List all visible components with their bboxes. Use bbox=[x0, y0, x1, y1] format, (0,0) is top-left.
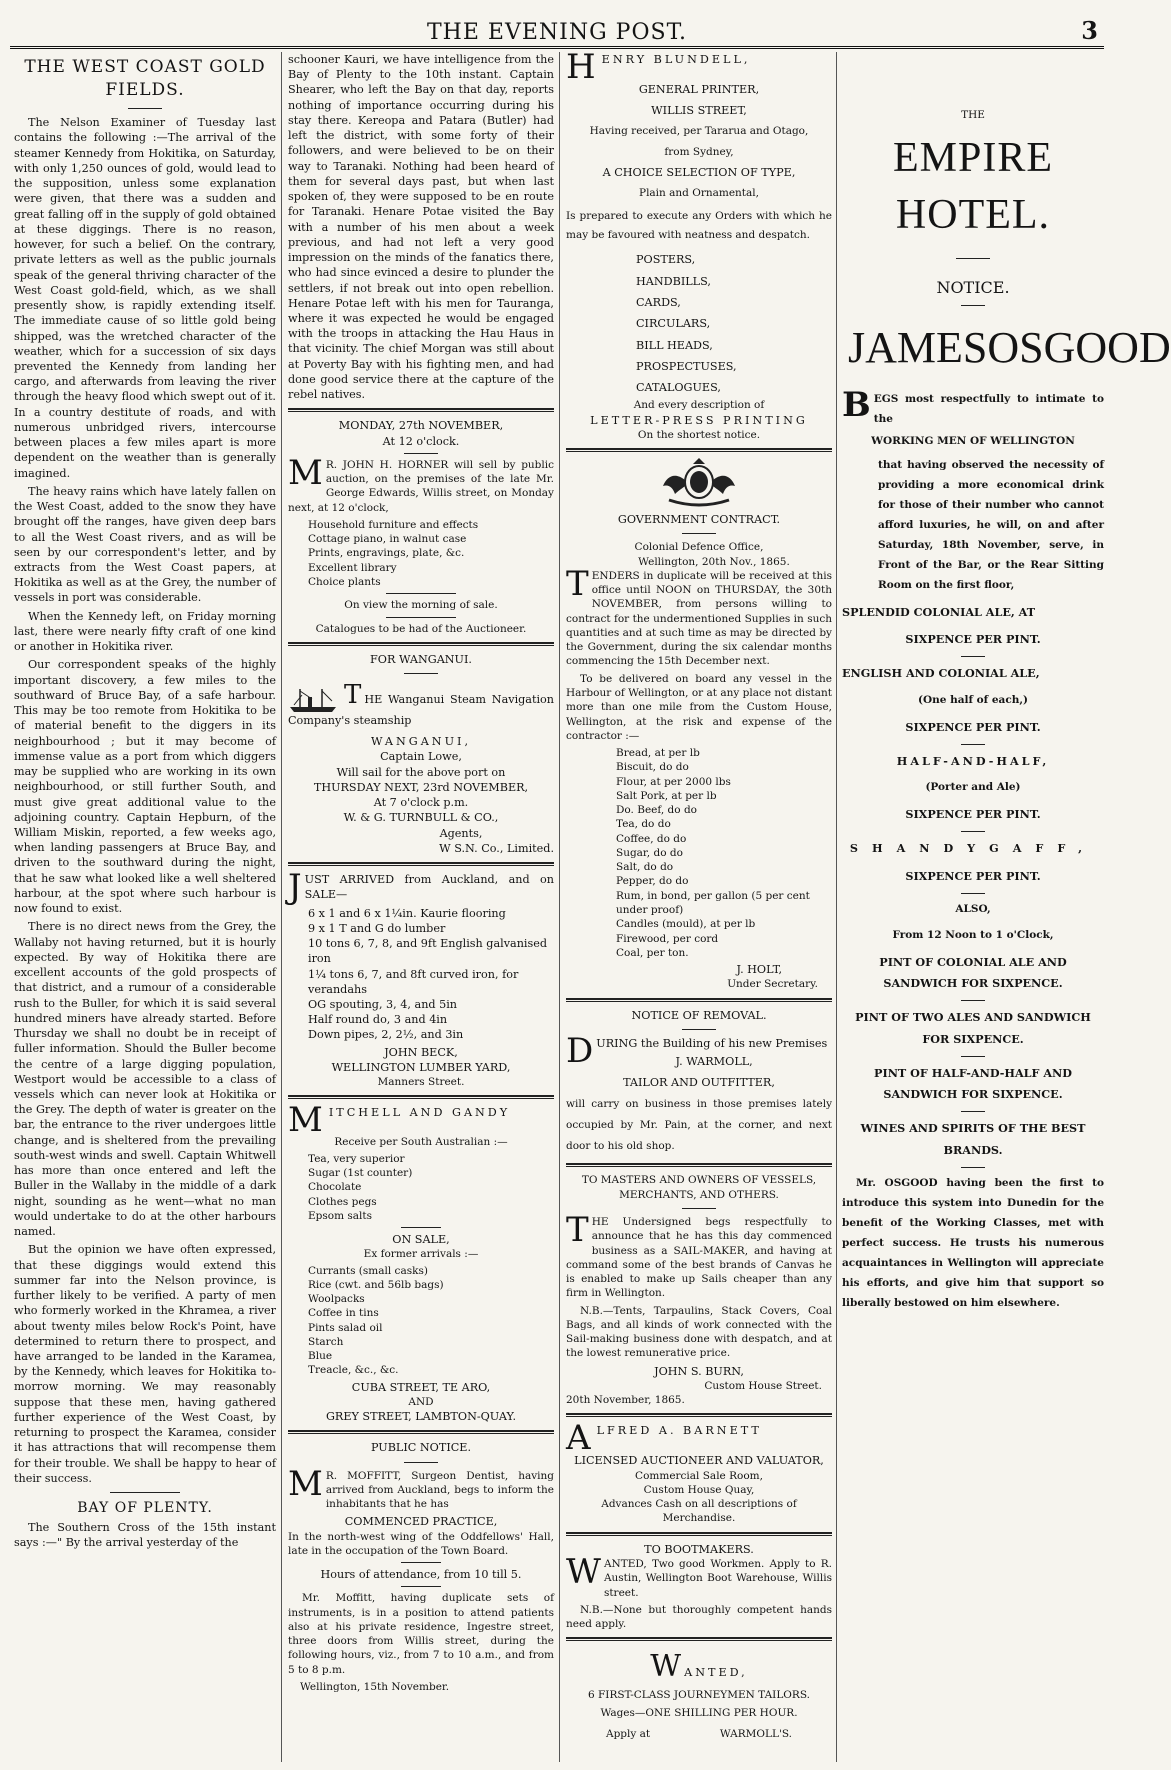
drop-cap: W bbox=[650, 1649, 685, 1685]
menu-item: From 12 Noon to 1 o'Clock, bbox=[892, 928, 1054, 941]
divider bbox=[566, 998, 832, 1002]
blundell-role: GENERAL PRINTER, bbox=[638, 83, 760, 96]
rule bbox=[110, 1492, 180, 1493]
barnett-heading: LFRED A. BARNETT bbox=[596, 1424, 762, 1438]
column-1 bbox=[14, 52, 276, 1764]
auction-items bbox=[288, 518, 554, 589]
divider bbox=[566, 1413, 832, 1417]
article-paragraph: The Nelson Examiner of Tuesday last contains the following :—The arrival of the steamer Kennedy from Hokitika, on Saturday, with only 1,250 ounces of gold, would lead to the supposition, unless some explanation were given, that there was a sudden and great falling off in the supply of gold obtained at these diggings. There is no reason, however, for such a belief. On the contrary, private letters as well as the public journals speak of the general thriving character of the West Coast gold-field, which, as we shall presently show, is rapidly extending itself. The immediate cause of so little gold being shipped, was the wretched character of the weather, which for a succession of six days prevented the Kennedy from landing her cargo, and afterwards from leaving the river through the heavy flood which swept out of it. In a country destitute of roads, and with numerous unbridged rivers, intercourse between places a few miles apart is more dependent on the weather than is generally imagined. bbox=[14, 116, 276, 480]
list-item: Rum, in bond, per gallon (5 per cent under proof) bbox=[616, 889, 810, 916]
rule bbox=[401, 1586, 441, 1587]
list-item: Excellent library bbox=[308, 561, 397, 574]
list-item: Rice (cwt. and 56lb bags) bbox=[308, 1278, 444, 1291]
sailmaker-name: JOHN S. BURN, bbox=[654, 1364, 744, 1378]
moffitt-intro: R. MOFFITT, Surgeon Dentist, having arrived from Auckland, begs to inform the inhabitants that he has bbox=[325, 1469, 554, 1511]
wanted-name: WARMOLL'S. bbox=[719, 1727, 792, 1740]
rule bbox=[961, 305, 985, 306]
drop-cap: D bbox=[566, 1030, 594, 1071]
rule bbox=[961, 1167, 985, 1168]
divider bbox=[288, 642, 554, 646]
list-item: 1¼ tons 6, 7, and 8ft curved iron, for verandahs bbox=[308, 967, 519, 996]
rule bbox=[682, 533, 716, 534]
bootmakers-heading: TO BOOTMAKERS. bbox=[644, 1542, 754, 1556]
drop-cap: M bbox=[288, 1100, 326, 1141]
divider bbox=[288, 1095, 554, 1099]
list-item: 10 tons 6, 7, 8, and 9ft English galvanised iron bbox=[308, 937, 548, 966]
wanganui-company: W S.N. Co., Limited. bbox=[439, 841, 554, 855]
mitchell-and: AND bbox=[408, 1395, 434, 1408]
divider bbox=[566, 448, 832, 452]
removal-text: will carry on business in those premises lately occupied by Mr. Pain, at the corner, and next door to his old shop. bbox=[566, 1098, 832, 1153]
divider bbox=[288, 1430, 554, 1434]
list-item: Firewood, per cord bbox=[616, 932, 719, 945]
wanted-apply: Apply at bbox=[606, 1727, 651, 1740]
menu-item: SIXPENCE PER PINT. bbox=[905, 719, 1041, 734]
moffitt-date: Wellington, 15th November. bbox=[300, 1681, 450, 1694]
list-item: Biscuit, do do bbox=[616, 761, 689, 774]
list-item: Epsom salts bbox=[308, 1209, 373, 1222]
sailmaker-intro: HE Undersigned begs respectfully to announce that he has this day commenced business as a SAIL-MAKER, and having at command some of the best brands of Canvas he is enabled to make up Sails cheaper than any firm in Wellington. bbox=[566, 1216, 832, 1300]
wanganui-ship-name: WANGANUI, bbox=[370, 735, 472, 749]
wanganui-advert bbox=[288, 652, 554, 856]
hotel-name: EMPIRE HOTEL. bbox=[892, 135, 1053, 239]
list-item: Blue bbox=[308, 1350, 333, 1363]
newspaper-title: THE EVENING POST. bbox=[426, 20, 688, 45]
mitchell-address-2: GREY STREET, LAMBTON-QUAY. bbox=[325, 1410, 517, 1424]
sailmaker-date: 20th November, 1865. bbox=[566, 1394, 685, 1407]
page-number: 3 bbox=[1081, 16, 1098, 45]
divider bbox=[566, 1532, 832, 1536]
blundell-letterpress: LETTER-PRESS PRINTING bbox=[590, 413, 808, 427]
government-contract-advert bbox=[566, 458, 832, 991]
rule bbox=[961, 1000, 985, 1001]
article-heading-west-coast: THE WEST COAST GOLD FIELDS. bbox=[24, 57, 266, 101]
list-item: Choice plants bbox=[308, 575, 381, 588]
timber-name: JOHN BECK, bbox=[384, 1045, 458, 1059]
mitchell-receive: Receive per South Australian :— bbox=[334, 1136, 508, 1149]
govt-deliver: To be delivered on board any vessel in the Harbour of Wellington, or at any place not distant more than one mile from the Custom House, Wellington, at the risk and expense of the contractor :— bbox=[566, 672, 832, 742]
menu-item: PINT OF COLONIAL ALE AND SANDWICH FOR SIXPENCE. bbox=[879, 954, 1067, 991]
menu-item: PINT OF HALF-AND-HALF AND SANDWICH FOR SIXPENCE. bbox=[874, 1065, 1072, 1102]
proprietor-first-name: JAMES bbox=[848, 323, 988, 373]
divider bbox=[566, 1163, 832, 1167]
list-item: Sugar, do do bbox=[616, 846, 683, 859]
list-item: Flour, at per 2000 lbs bbox=[616, 775, 731, 788]
govt-office: Colonial Defence Office, bbox=[634, 541, 764, 554]
article-paragraph: The heavy rains which have lately fallen on the West Coast, added to the snow they have brought off the ranges, have given deep bars to all the West Coast rivers, and as will be seen by our correspondent's letter, and by extracts from the West Coast papers, at Hokitika as well as at the Grey, the number of vessels in port was considerable. bbox=[14, 484, 276, 605]
divider bbox=[288, 862, 554, 866]
sailmaker-nb: N.B.—Tents, Tarpaulins, Stack Covers, Coal Bags, and all kinds of work connected with the Sail-making business done with despatch, and at the lowest remunerative price. bbox=[566, 1304, 832, 1360]
menu-item: SHANDYGAFF, bbox=[849, 841, 1097, 856]
list-item: Coffee in tins bbox=[308, 1307, 379, 1320]
osgood-body: that having observed the necessity of providing a more economical drink for those of their number who cannot afford luxuries, he will, on and after Saturday, 18th November, serve, in Front of the Bar, or the Rear Sitting Room on the first floor, bbox=[878, 459, 1104, 591]
wanganui-agents-label: Agents, bbox=[439, 826, 483, 840]
osgood-intro: EGS most respectfully to intimate to the bbox=[873, 393, 1104, 425]
column-divider bbox=[281, 52, 282, 1762]
rule bbox=[961, 656, 985, 657]
drop-cap: J bbox=[288, 867, 302, 908]
list-item: Household furniture and effects bbox=[308, 518, 479, 531]
wanganui-sail: Will sail for the above port on bbox=[336, 765, 506, 779]
list-item: Cottage piano, in walnut case bbox=[308, 533, 467, 546]
drop-cap: H bbox=[566, 47, 599, 87]
rule bbox=[682, 1208, 716, 1209]
article-paragraph: There is no direct news from the Grey, the Wallaby not having returned, but it is hourly expected. By way of Hokitika there are excellent accounts of the gold prospects of that district, and a rumour of a considerable rush to the Buller, for which it is said several hundred miners have already started. Before Thursday we shall no doubt be in receipt of fuller information. Should the Buller become the centre of a large digging population, Westport would be accessible to a class of vessels which can never look at Hokitika or the Grey. The depth of water is greater on the bar, the entrance to the river undergoes little change, and is sheltered from the prevailing south-west winds and swell. Captain Whitwell has more than once entered and left the Buller in the Wallaby in the middle of a dark night, sounding as he went—what no man would undertake to do at the other harbours named. bbox=[14, 920, 276, 1239]
article-paragraph: When the Kennedy left, on Friday morning last, there were nearly fifty craft of one kind or another in Hokitika river. bbox=[14, 609, 276, 654]
timber-intro: UST ARRIVED from Auckland, and on SALE— bbox=[304, 873, 554, 902]
wanganui-captain: Captain Lowe, bbox=[380, 750, 462, 764]
rule bbox=[961, 1111, 985, 1112]
timber-items bbox=[288, 906, 554, 1043]
blundell-received: Having received, per Tararua and Otago, bbox=[589, 125, 809, 138]
wanted-line-1: 6 FIRST-CLASS JOURNEYMEN TAILORS. bbox=[588, 1689, 810, 1702]
bootmakers-nb: N.B.—None but thoroughly competent hands need apply. bbox=[566, 1603, 832, 1631]
wanganui-agents: W. & G. TURNBULL & CO., bbox=[343, 811, 499, 825]
blundell-choice: A CHOICE SELECTION OF TYPE, bbox=[602, 166, 796, 179]
blundell-shortest: On the shortest notice. bbox=[637, 428, 761, 441]
timber-advert bbox=[288, 867, 554, 1089]
barnett-quay: Custom House Quay, bbox=[643, 1483, 755, 1496]
menu-item: PINT OF TWO ALES AND SANDWICH FOR SIXPENCE. bbox=[855, 1010, 1091, 1046]
rule bbox=[404, 1462, 438, 1463]
timber-street: Manners Street. bbox=[377, 1076, 465, 1089]
wanganui-date: THURSDAY NEXT, 23rd NOVEMBER, bbox=[313, 780, 529, 794]
rule bbox=[956, 258, 990, 259]
list-item: Coffee, do do bbox=[616, 832, 687, 845]
rule bbox=[404, 673, 438, 674]
list-item: Salt, do do bbox=[616, 861, 674, 874]
mitchell-address-1: CUBA STREET, TE ARO, bbox=[351, 1380, 491, 1394]
moffitt-place: In the north-west wing of the Oddfellows' Hall, late in the occupation of the Town Board. bbox=[288, 1530, 554, 1557]
list-item: Woolpacks bbox=[308, 1293, 365, 1306]
masthead bbox=[10, 6, 1104, 49]
rule bbox=[386, 593, 456, 594]
list-item: Coal, per ton. bbox=[616, 946, 689, 959]
govt-heading: GOVERNMENT CONTRACT. bbox=[617, 513, 781, 527]
blundell-prepared: Is prepared to execute any Orders with which he may be favoured with neatness and despatch. bbox=[566, 209, 832, 242]
list-item: Bread, at per lb bbox=[616, 747, 700, 760]
rule bbox=[401, 1227, 441, 1228]
list-item: 9 x 1 T and G do lumber bbox=[308, 921, 446, 935]
list-item: Tea, very superior bbox=[308, 1152, 405, 1165]
article-paragraph: The Southern Cross of the 15th instant says :—" By the arrival yesterday of the bbox=[14, 1521, 276, 1550]
divider bbox=[288, 408, 554, 412]
blundell-items bbox=[566, 249, 832, 398]
list-item: HANDBILLS, bbox=[636, 274, 711, 288]
proprietor-last-name: OSGOOD bbox=[987, 323, 1171, 373]
list-item: PROSPECTUSES, bbox=[636, 359, 737, 373]
rule bbox=[128, 108, 162, 109]
drop-cap: T bbox=[344, 680, 362, 711]
wanganui-intro: HE Wanganui Steam Navigation Company's steamship bbox=[288, 693, 554, 728]
sailmaker-street: Custom House Street. bbox=[704, 1379, 822, 1392]
steamship-icon bbox=[288, 687, 340, 713]
mitchell-items-2 bbox=[288, 1264, 554, 1378]
list-item: Salt Pork, at per lb bbox=[616, 789, 717, 802]
drop-cap: M bbox=[288, 452, 323, 493]
column-3 bbox=[566, 47, 832, 1764]
proprietor-name bbox=[848, 318, 1171, 378]
menu-item: (One half of each,) bbox=[918, 693, 1028, 706]
rule bbox=[682, 1029, 716, 1030]
moffitt-commenced: COMMENCED PRACTICE, bbox=[344, 1515, 498, 1529]
list-item: Pints salad oil bbox=[308, 1321, 383, 1334]
menu-item: SIXPENCE PER PINT. bbox=[905, 632, 1041, 647]
mitchell-ex: Ex former arrivals :— bbox=[363, 1248, 479, 1261]
govt-date: Wellington, 20th Nov., 1865. bbox=[638, 555, 790, 568]
list-item: BILL HEADS, bbox=[636, 338, 713, 352]
auction-advert bbox=[288, 418, 554, 635]
rule bbox=[386, 617, 456, 618]
menu-item: SIXPENCE PER PINT. bbox=[905, 868, 1041, 883]
blundell-street: WILLIS STREET, bbox=[651, 104, 747, 118]
menu-item: (Porter and Ale) bbox=[925, 781, 1021, 794]
osgood-closing: Mr. OSGOOD having been the first to introduce this system into Dunedin for the benefit of the Working Classes, met with perfect success. He trusts his numerous acquaintances in Wellington will appreciate his efforts, and give him that support so liberally bestowed on him elsewhere. bbox=[842, 1177, 1104, 1309]
auction-time: At 12 o'clock. bbox=[382, 434, 460, 448]
wanganui-time: At 7 o'clock p.m. bbox=[373, 796, 469, 810]
menu-item: SIXPENCE PER PINT. bbox=[905, 807, 1041, 822]
auction-date: MONDAY, 27th NOVEMBER, bbox=[338, 419, 504, 433]
moffitt-advert bbox=[288, 1440, 554, 1694]
column-4 bbox=[842, 52, 1171, 1764]
wanted-apply-row bbox=[566, 1727, 832, 1741]
notice-heading: NOTICE. bbox=[936, 278, 1010, 298]
rule bbox=[961, 1056, 985, 1057]
removal-advert bbox=[566, 1008, 832, 1158]
list-item: Clothes pegs bbox=[308, 1195, 377, 1208]
moffitt-text: Mr. Moffitt, having duplicate sets of instruments, is in a position to attend patients also at his private residence, Ingestre street, three doors from Willis street, during the following hours, viz., from 7 to 10 a.m., and from 5 to 8 p.m. bbox=[288, 1592, 554, 1676]
moffitt-hours: Hours of attendance, from 10 till 5. bbox=[320, 1568, 522, 1582]
removal-name: J. WARMOLL, bbox=[675, 1055, 753, 1069]
article-continuation: schooner Kauri, we have intelligence from the Bay of Plenty to the 10th instant. Captain Shearer, who left the Bay on that day, reports nothing of importance occurring during his stay there. Kereopa and Patara (Butler) had left the district, with some forty of their followers, and were believed to be on their way to Taranaki. Nothing had been heard of them for several days past, but when last spoken of, they were supposed to be en route for Taranaki. Henare Potae visited the Bay with a number of his men about a week previous, and had not left a very good impression on the minds of the fanatics there, who had since evinced a desire to plunder the settlers, if not break out into open rebellion. Henare Potae left with his men for Tauranga, where it was expected he would be engaged with the troops in attacking the Hau Haus in that vicinity. The chief Morgan was still about at Poverty Bay with his fighting men, and had done good service there at the capture of the rebel natives. bbox=[288, 53, 554, 402]
wanted-line-2: Wages—ONE SHILLING PER HOUR. bbox=[600, 1707, 798, 1720]
mitchell-gandy-advert bbox=[288, 1100, 554, 1424]
mitchell-items bbox=[288, 1152, 554, 1223]
timber-yard: WELLINGTON LUMBER YARD, bbox=[331, 1060, 511, 1074]
blundell-every: And every description of bbox=[633, 399, 765, 412]
govt-title: Under Secretary. bbox=[727, 978, 818, 991]
govt-items bbox=[566, 746, 832, 960]
auction-catalogues: Catalogues to be had of the Auctioneer. bbox=[315, 622, 527, 635]
column-divider bbox=[836, 52, 837, 1762]
menu-item: ALSO, bbox=[955, 902, 991, 915]
barnett-role: LICENSED AUCTIONEER AND VALUATOR, bbox=[574, 1454, 824, 1468]
divider bbox=[566, 1637, 832, 1641]
drop-cap: B bbox=[842, 385, 871, 426]
barnett-advances: Advances Cash on all descriptions of Merchandise. bbox=[601, 1498, 797, 1525]
list-item: Down pipes, 2, 2½, and 3in bbox=[308, 1028, 464, 1042]
list-item: 6 x 1 and 6 x 1¼in. Kaurie flooring bbox=[308, 906, 506, 920]
article-heading-bay-of-plenty: BAY OF PLENTY. bbox=[77, 1500, 213, 1517]
drop-cap: M bbox=[288, 1463, 323, 1504]
list-item: OG spouting, 3, 4, and 5in bbox=[308, 998, 458, 1011]
wanganui-heading: FOR WANGANUI. bbox=[370, 652, 472, 666]
menu-item: HALF-AND-HALF, bbox=[896, 753, 1050, 768]
removal-heading: NOTICE OF REMOVAL. bbox=[631, 1008, 767, 1022]
bootmakers-intro: ANTED, Two good Workmen. Apply to R. Austin, Wellington Boot Warehouse, Willis street. bbox=[603, 1557, 832, 1599]
menu-item: ENGLISH AND COLONIAL ALE, bbox=[842, 666, 1040, 681]
removal-intro: URING the Building of his new Premises bbox=[596, 1036, 828, 1050]
blundell-from: from Sydney, bbox=[664, 145, 734, 158]
auction-view: On view the morning of sale. bbox=[344, 599, 498, 612]
mitchell-heading: ITCHELL AND GANDY bbox=[328, 1106, 511, 1120]
list-item: Chocolate bbox=[308, 1181, 362, 1194]
drop-cap: T bbox=[566, 563, 589, 604]
list-item: CATALOGUES, bbox=[636, 381, 721, 395]
hotel-the: THE bbox=[961, 109, 985, 121]
rule bbox=[401, 1562, 441, 1563]
blundell-plain: Plain and Ornamental, bbox=[639, 187, 759, 200]
list-item: Prints, engravings, plate, &c. bbox=[308, 547, 465, 560]
list-item: Sugar (1st counter) bbox=[308, 1166, 413, 1179]
wanted-heading: ANTED, bbox=[684, 1666, 748, 1680]
menu-item: SPLENDID COLONIAL ALE, AT bbox=[842, 604, 1036, 619]
mitchell-on-sale: ON SALE, bbox=[392, 1233, 450, 1247]
drop-cap: A bbox=[566, 1418, 594, 1459]
menu-item: WINES AND SPIRITS OF THE BEST BRANDS. bbox=[860, 1121, 1086, 1157]
list-item: POSTERS, bbox=[636, 253, 696, 267]
sailmaker-advert bbox=[566, 1173, 832, 1407]
article-paragraph: Our correspondent speaks of the highly important discovery, a few miles to the southward of Bruce Bay, of a safe harbour. This may be too remote from Hokitika to be of material benefit to the diggers in its neighbourhood ; but it may become of immense value as a port from which diggers may be supplied who are working in its own neighbourhood, or still further South, and must give great additional value to the adjoining country. Captain Hepburn, of the William Miskin, reported, a few weeks ago, when landing passengers at Bruce Bay, and driven to the southward during the night, that he saw what looked like a well sheltered harbour, at the spot where such harbour is now found to exist. bbox=[14, 658, 276, 916]
article-paragraph: But the opinion we have often expressed, that these diggings would extend this summer far into the Nelson province, is further likely to be verified. A party of men who formerly worked in the Khramea, a river about twenty miles below Rock's Point, have determined to return there to prospect, and have arranged to be landed in the Karamea, by the Kennedy, which leaves for Hokitika to-morrow morning. We may reasonably suppose that these men, having gathered further experience of the West Coast, by returning to prospect the Karamea, consider it has attractions that will recompense them for their trouble. We shall be happy to hear of their success. bbox=[14, 1243, 276, 1485]
column-2 bbox=[288, 52, 554, 1764]
barnett-room: Commercial Sale Room, bbox=[635, 1469, 763, 1482]
list-item: Treacle, &c., &c. bbox=[308, 1364, 399, 1377]
govt-intro: ENDERS in duplicate will be received at this office until NOON on THURSDAY, the 30th NOVEMBER, from persons willing to contract for the undermentioned Supplies in such quantities and at such time as may be directed by the Government, during the six calendar months commencing the 15th December next. bbox=[566, 569, 832, 668]
list-item: Tea, do do bbox=[616, 818, 671, 831]
list-item: Half round do, 3 and 4in bbox=[308, 1013, 448, 1027]
tailors-wanted-advert bbox=[566, 1647, 832, 1741]
list-item: CIRCULARS, bbox=[636, 317, 711, 331]
rule bbox=[961, 893, 985, 894]
list-item: Currants (small casks) bbox=[308, 1264, 428, 1277]
sailmaker-heading: TO MASTERS AND OWNERS OF VESSELS, MERCHANTS, AND OTHERS. bbox=[581, 1174, 817, 1201]
drop-cap: W bbox=[566, 1551, 601, 1592]
moffitt-heading: PUBLIC NOTICE. bbox=[370, 1441, 472, 1455]
osgood-working-men: WORKING MEN OF WELLINGTON bbox=[871, 434, 1075, 447]
rule bbox=[961, 744, 985, 745]
rule bbox=[961, 831, 985, 832]
column-divider bbox=[559, 52, 560, 1762]
list-item: CARDS, bbox=[636, 295, 681, 309]
drop-cap: T bbox=[566, 1210, 589, 1251]
rule bbox=[404, 453, 438, 454]
barnett-advert bbox=[566, 1418, 832, 1525]
list-item: Starch bbox=[308, 1335, 344, 1348]
royal-coat-of-arms-icon bbox=[649, 458, 749, 508]
blundell-advert bbox=[566, 47, 832, 442]
list-item: Pepper, do do bbox=[616, 875, 689, 888]
blundell-heading: ENRY BLUNDELL, bbox=[601, 53, 751, 66]
bootmakers-advert bbox=[566, 1542, 832, 1632]
list-item: Candles (mould), at per lb bbox=[616, 918, 756, 931]
list-item: Do. Beef, do do bbox=[616, 804, 697, 817]
govt-signed: J. HOLT, bbox=[736, 963, 782, 977]
removal-role: TAILOR AND OUTFITTER, bbox=[623, 1076, 775, 1090]
auction-intro: R. JOHN H. HORNER will sell by public auction, on the premises of the late Mr. George Edwards, Willis street, on Monday next, at 12 o'clock, bbox=[288, 458, 554, 514]
